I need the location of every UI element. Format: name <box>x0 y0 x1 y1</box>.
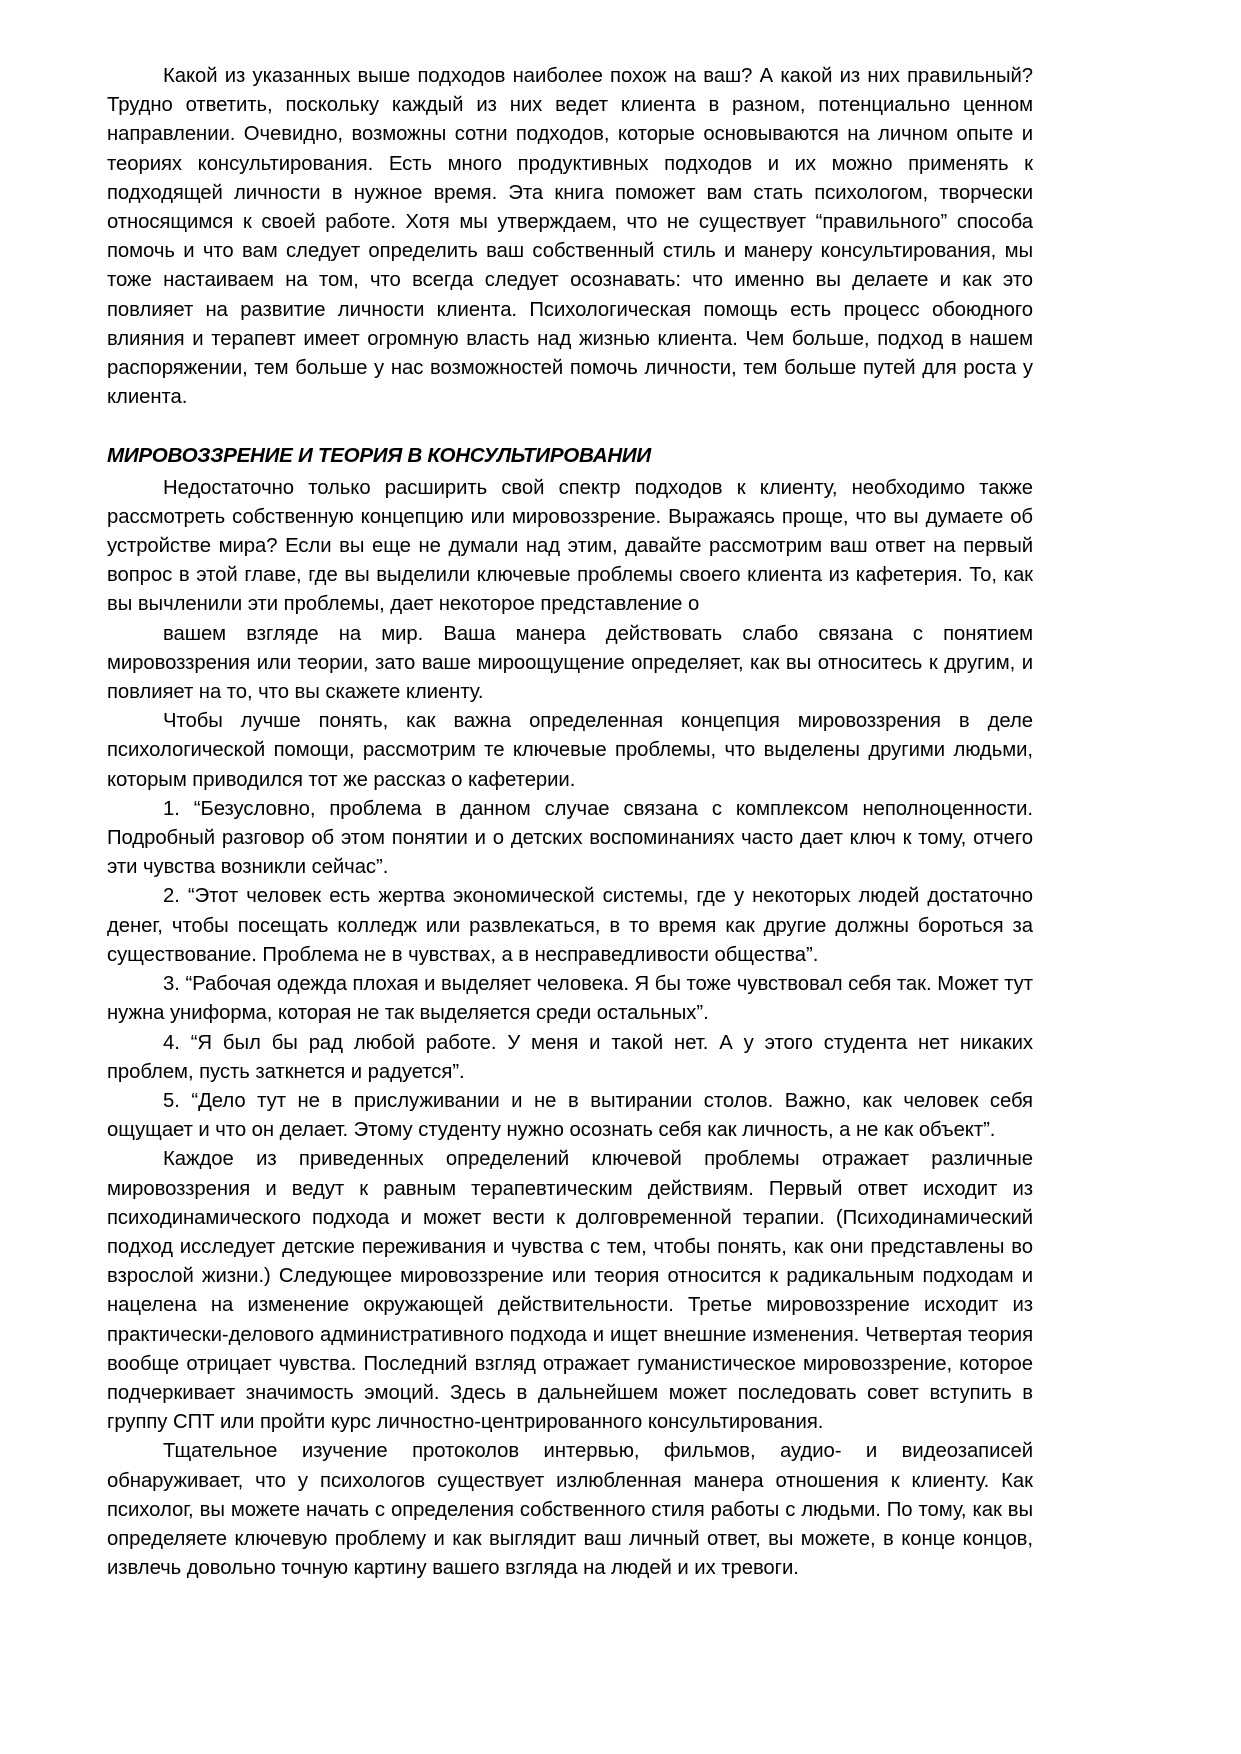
paragraph-worldview-intro: Недостаточно только расширить свой спектр подходов к клиенту, необходимо также рассмотреть собственную концепцию или мировоззрение. Выражаясь проще, что вы думаете об устройстве мира? Если вы еще не думали над этим, давайте рассмотрим ваш ответ на первый вопрос в этой главе, где вы выделили ключевые проблемы своего клиента из кафетерия. То, как вы вычленили эти проблемы, дает некоторое представление о <box>107 476 1033 616</box>
paragraph-intro: Какой из указанных выше подходов наиболее похож на ваш? А какой из них правильный? Трудно ответить, поскольку каждый из них ведет клиента в разном, потенциально ценном направлении. Очевидно, возможны сотни подходов, которые основываются на личном опыте и теориях консультирования. Есть много продуктивных подходов и их можно применять к подходящей личности в нужное время. Эта книга поможет вам стать психологом, творчески относящимся к своей работе. Хотя мы утверждаем, что не существует “правильного” способа помочь и что вам следует определить ваш собственный стиль и манеру консультирования, мы тоже настаиваем на том, что всегда следует осознавать: что именно вы делаете и как это повлияет на развитие личности клиента. Психологическая помощь есть процесс обоюдного влияния и терапевт имеет огромную власть над жизнью клиента. Чем больше, подход в нашем распоряжении, тем больше у нас возможностей помочь личности, тем больше путей для роста у клиента. <box>107 65 1033 409</box>
numbered-item-2: 2. “Этот человек есть жертва экономической системы, где у некоторых людей достаточно денег, чтобы посещать колледж или развлекаться, в то время как другие должны бороться за существование. Проблема не в чувствах, а в несправедливости общества”. <box>107 885 1033 966</box>
numbered-item-5: 5. “Дело тут не в прислуживании и не в вытирании столов. Важно, как человек себя ощущает и что он делает. Этому студенту нужно осознать себя как личность, а не как объект”. <box>107 1089 1033 1142</box>
paragraph-analysis: Каждое из приведенных определений ключевой проблемы отражает различные мировоззрения и ведут к равным терапевтическим действиям. Первый ответ исходит из психодинамического подхода и может вести к долговременной терапии. (Психодинамический подход исследует детские переживания и чувства с тем, чтобы понять, как они представлены во взрослой жизни.) Следующее мировоззрение или теория относится к радикальным подходам и нацелена на изменение окружающей действительности. Третье мировоззрение исходит из практически-делового административного подхода и ищет внешние изменения. Четвертая теория вообще отрицает чувства. Последний взгляд отражает гуманистическое мировоззрение, которое подчеркивает значимость эмоций. Здесь в дальнейшем может последовать совет вступить в группу СПТ или пройти курс личностно-центрированного консультирования. <box>107 1148 1033 1434</box>
section-heading: МИРОВОЗЗРЕНИЕ И ТЕОРИЯ В КОНСУЛЬТИРОВАНИИ <box>107 444 651 468</box>
paragraph-conclusion: Тщательное изучение протоколов интервью, фильмов, аудио- и видеозаписей обнаруживает, что у психологов существует излюбленная манера отношения к клиенту. Как психолог, вы можете начать с определения собственного стиля работы с людьми. По тому, как вы определяете ключевую проблему и как выглядит ваш личный ответ, вы можете, в конце концов, извлечь довольно точную картину вашего взгляда на людей и их тревоги. <box>107 1440 1033 1580</box>
numbered-item-3: 3. “Рабочая одежда плохая и выделяет человека. Я бы тоже чувствовал себя так. Может тут нужна униформа, которая не так выделяется среди остальных”. <box>107 973 1033 1025</box>
page-text-column <box>107 62 1033 1583</box>
paragraph-key-problems-lead: Чтобы лучше понять, как важна определенная концепция мировоззрения в деле психологической помощи, рассмотрим те ключевые проблемы, что выделены другими людьми, которым приводился тот же рассказ о кафетерии. <box>107 710 1033 791</box>
paragraph-worldview-continuation: вашем взгляде на мир. Ваша манера действовать слабо связана с понятием мировоззрения или теории, зато ваше мироощущение определяет, как вы относитесь к другим, и повлияет на то, что вы скажете клиенту. <box>107 622 1033 704</box>
heading-spacer-above <box>107 412 1033 441</box>
numbered-item-4: 4. “Я был бы рад любой работе. У меня и такой нет. А у этого студента нет никаких проблем, пусть заткнется и радуется”. <box>107 1031 1033 1083</box>
numbered-item-1: 1. “Безусловно, проблема в данном случае связана с комплексом неполноценности. Подробный разговор об этом понятии и о детских воспоминаниях часто дает ключ к тому, отчего эти чувства возникли сейчас”. <box>107 797 1033 879</box>
